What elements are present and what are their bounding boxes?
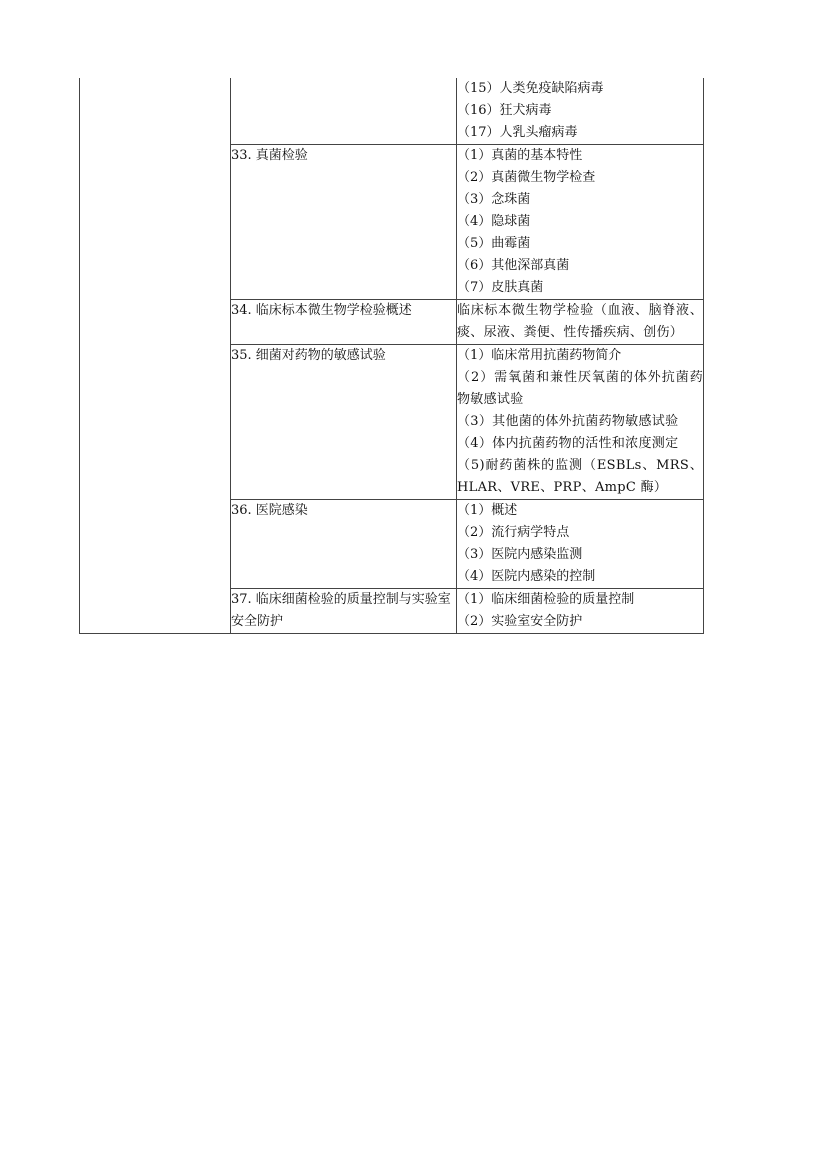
content-item: （5）曲霉菌 — [457, 236, 531, 251]
content-item: 临床标本微生物学检验（血液、脑脊液、痰、尿液、粪便、性传播疾病、创伤） — [457, 303, 703, 340]
content-cell — [457, 145, 704, 300]
content-item: （1）临床常用抗菌药物简介 — [457, 348, 622, 363]
syllabus-table — [79, 78, 704, 634]
content-item: （1）真菌的基本特性 — [457, 148, 583, 163]
content-item: （3）其他菌的体外抗菌药物敏感试验 — [457, 414, 679, 429]
content-item: （2）实验室安全防护 — [457, 614, 583, 629]
topic-cell — [231, 345, 457, 500]
topic-title: 37. 临床细菌检验的质量控制与实验室安全防护 — [231, 592, 451, 629]
content-item: （4）医院内感染的控制 — [457, 569, 596, 584]
content-cell — [457, 345, 704, 500]
content-cell — [457, 78, 704, 145]
content-item: （16）狂犬病毒 — [457, 103, 552, 118]
content-item: （15）人类免疫缺陷病毒 — [457, 81, 604, 96]
content-item: （4）隐球菌 — [457, 214, 531, 229]
content-item: （7）皮肤真菌 — [457, 280, 544, 295]
content-item: （3）医院内感染监测 — [457, 547, 583, 562]
content-item: （5)耐药菌株的监测（ESBLs、MRS、HLAR、VRE、PRP、AmpC 酶） — [457, 458, 703, 495]
topic-title: 33. 真菌检验 — [231, 148, 308, 163]
topic-cell — [231, 145, 457, 300]
topic-cell — [231, 300, 457, 345]
content-item: （1）概述 — [457, 503, 518, 518]
content-cell — [457, 500, 704, 589]
content-cell — [457, 589, 704, 634]
content-item: （4）体内抗菌药物的活性和浓度测定 — [457, 436, 679, 451]
topic-cell — [231, 500, 457, 589]
content-item: （1）临床细菌检验的质量控制 — [457, 592, 635, 607]
content-item: （2）需氧菌和兼性厌氧菌的体外抗菌药物敏感试验 — [457, 370, 703, 407]
table-row — [80, 78, 704, 145]
content-item: （3）念珠菌 — [457, 192, 531, 207]
topic-cell — [231, 78, 457, 145]
content-item: （17）人乳头瘤病毒 — [457, 125, 578, 140]
content-cell — [457, 300, 704, 345]
content-item: （2）流行病学特点 — [457, 525, 570, 540]
topic-title: 34. 临床标本微生物学检验概述 — [231, 303, 412, 318]
content-item: （2）真菌微生物学检查 — [457, 170, 596, 185]
topic-cell — [231, 589, 457, 634]
content-item: （6）其他深部真菌 — [457, 258, 570, 273]
category-cell — [80, 78, 231, 634]
topic-title: 36. 医院感染 — [231, 503, 308, 518]
topic-title: 35. 细菌对药物的敏感试验 — [231, 348, 386, 363]
